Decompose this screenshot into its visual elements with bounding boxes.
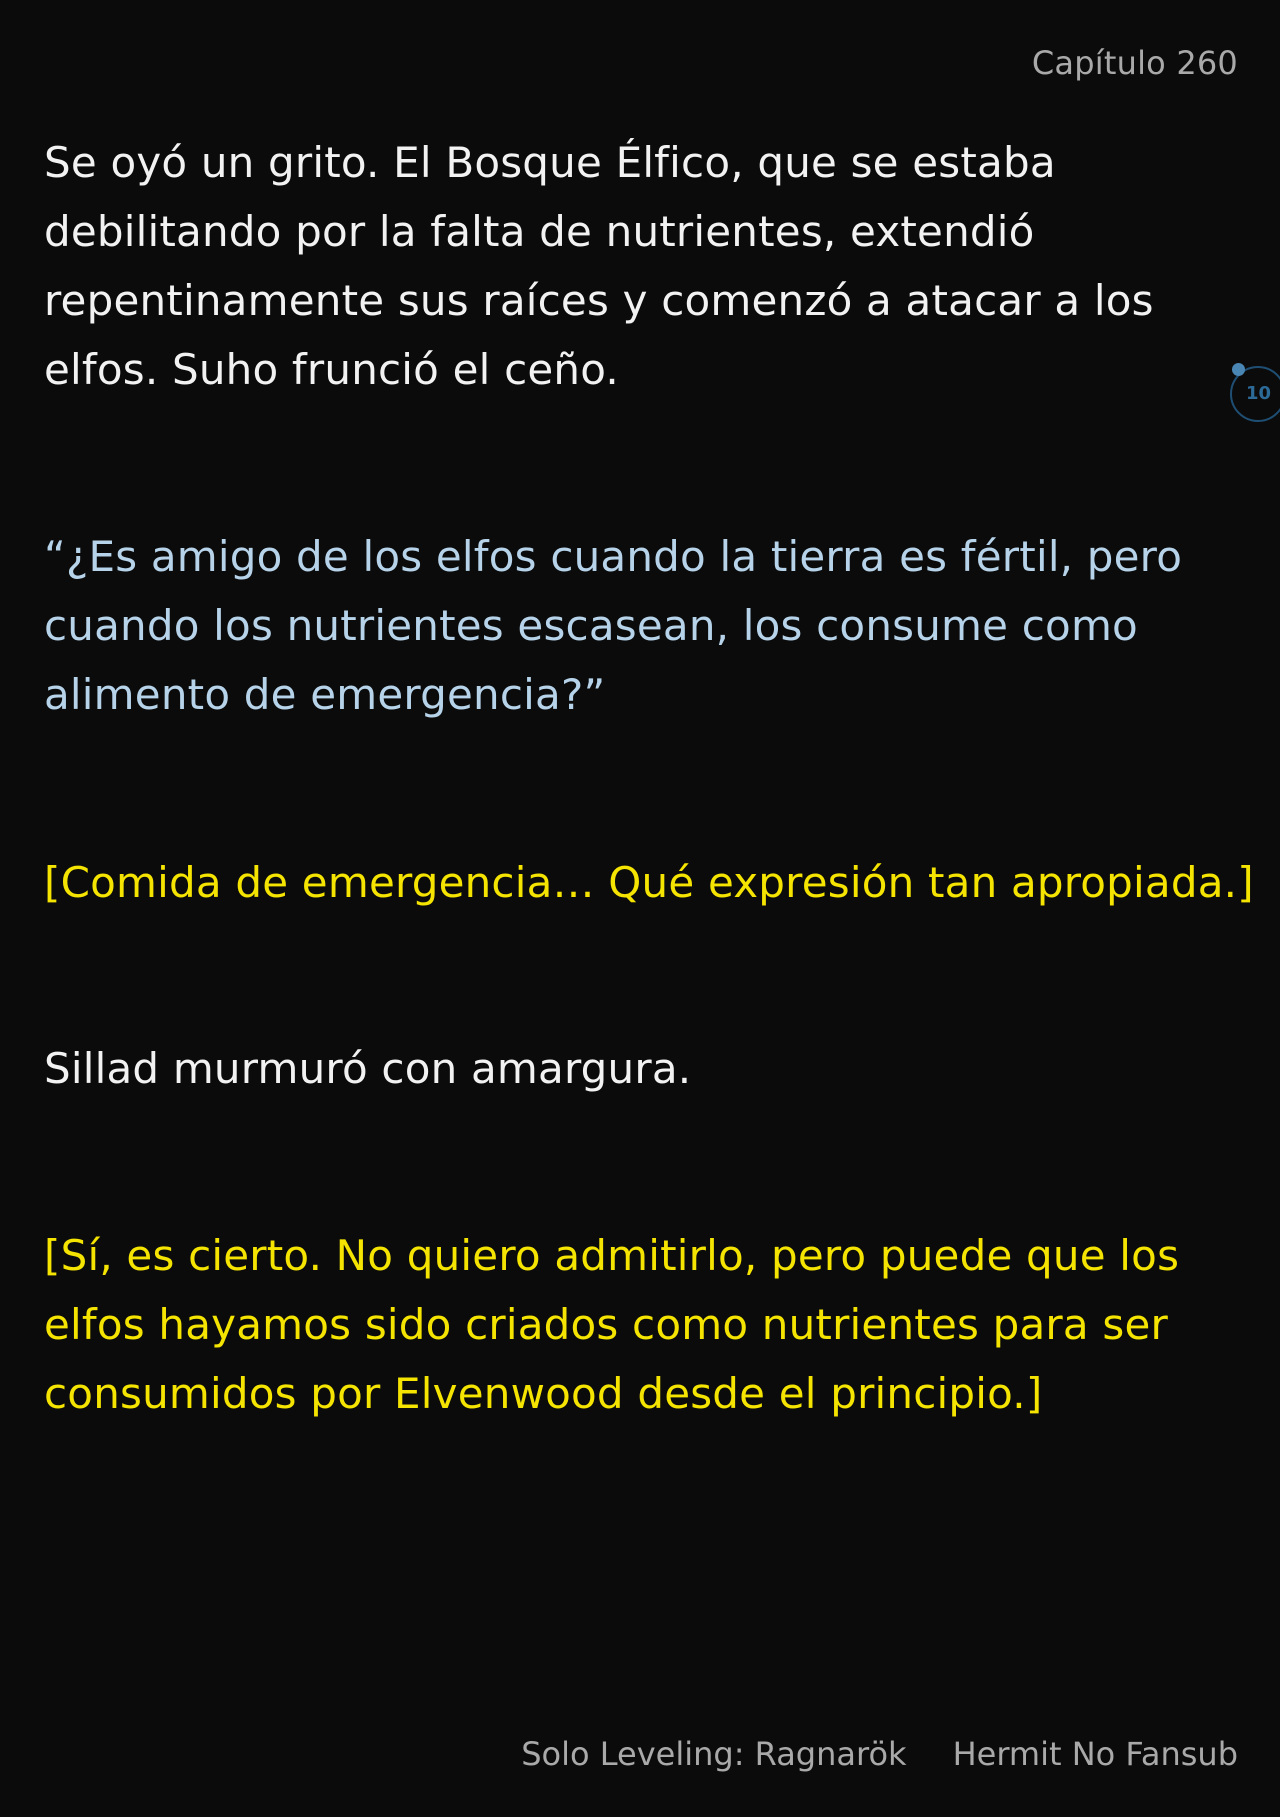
reading-progress-indicator[interactable] (1230, 366, 1280, 422)
dialogue-paragraph: “¿Es amigo de los elfos cuando la tierra es fértil, pero cuando los nutrientes escasean, los consume como alimento de emergencia?” (44, 532, 1183, 719)
narration-paragraph: Sillad murmuró con amargura. (44, 1044, 692, 1093)
narration-paragraph: Se oyó un grito. El Bosque Élfico, que se estaba debilitando por la falta de nutrientes, extendió repentinamente sus raíces y comenzó a atacar a los elfos. Suho frunció el ceño. (44, 138, 1154, 394)
system-message-paragraph: [Comida de emergencia… Qué expresión tan apropiada.] (44, 858, 1254, 907)
progress-dot-icon (1232, 363, 1245, 376)
system-message-paragraph: [Sí, es cierto. No quiero admitirlo, pero puede que los elfos hayamos sido criados como nutrientes para ser consumidos por Elvenwood desde el principio.] (44, 1231, 1180, 1418)
translator-credit: Hermit No Fansub (952, 1735, 1238, 1773)
chapter-label: Capítulo 260 (1031, 44, 1238, 82)
series-title: Solo Leveling: Ragnarök (521, 1735, 907, 1773)
footer (521, 1735, 1238, 1773)
progress-number: 10 (1246, 383, 1272, 404)
